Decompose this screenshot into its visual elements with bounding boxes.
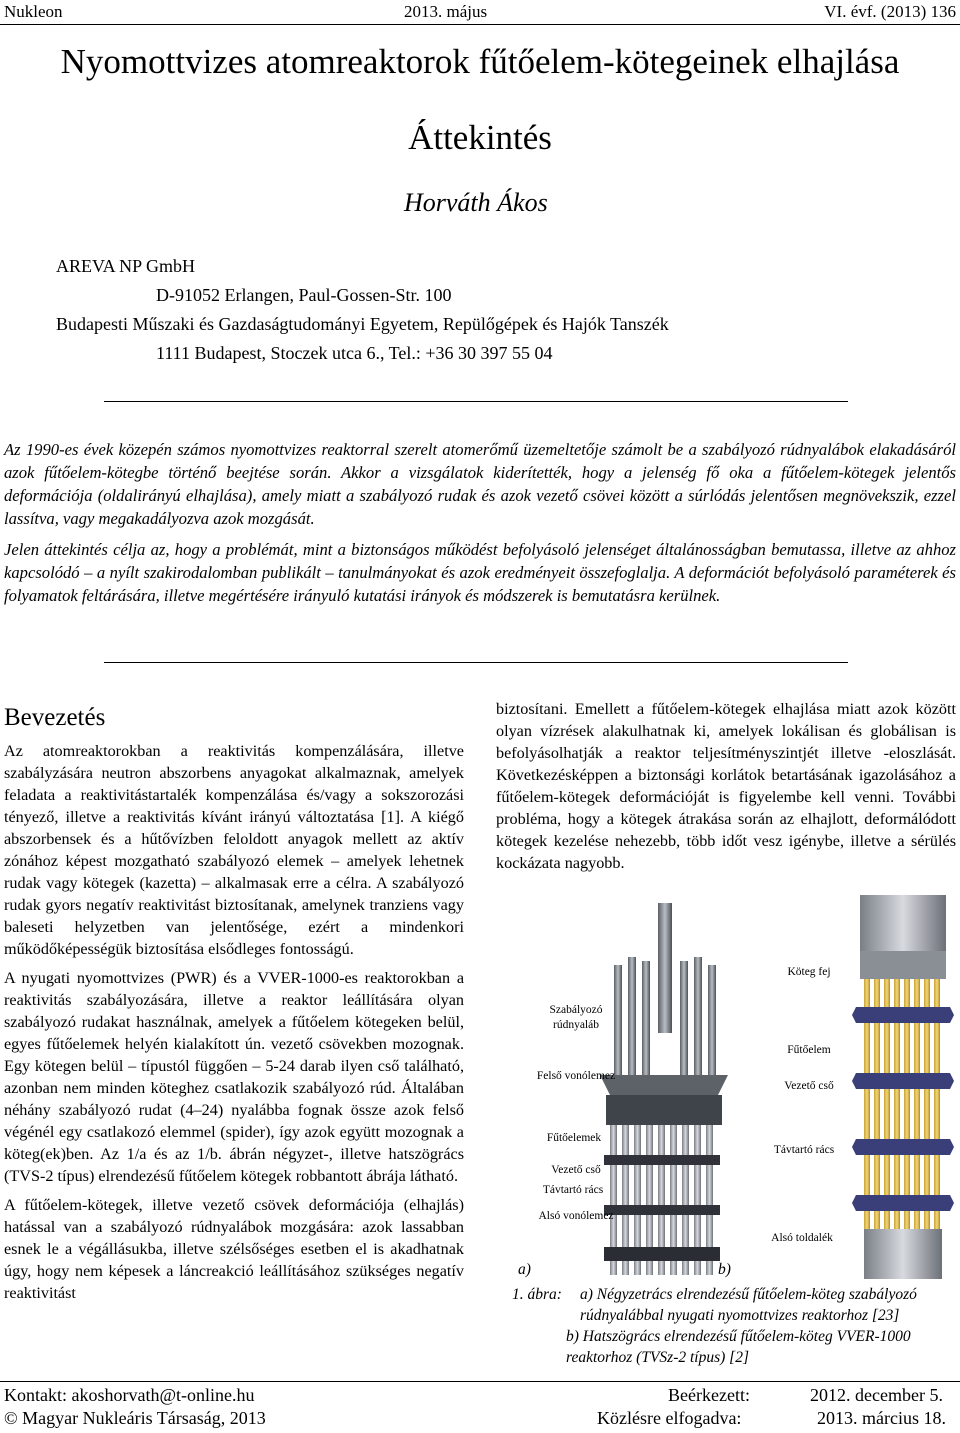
figure-caption-a: a) Négyzetrács elrendezésű fűtőelem-köteg szabályozó rúdnyalábbal nyugati nyomottvizes reaktorhoz [23] xyxy=(580,1286,917,1324)
square-assembly-drawing xyxy=(600,903,728,1275)
journal-name: Nukleon xyxy=(4,2,63,21)
figure-label: Köteg fej xyxy=(787,966,831,978)
accepted-label: Közlésre elfogadva: xyxy=(597,1408,742,1428)
copyright-notice: © Magyar Nukleáris Társaság, 2013 xyxy=(4,1408,266,1428)
right-column xyxy=(496,698,956,881)
affiliation-line: 1111 Budapest, Stoczek utca 6., Tel.: +36 30 397 55 04 xyxy=(156,343,553,363)
paper-subtitle: Áttekintés xyxy=(408,118,552,157)
fuel-assembly-illustration xyxy=(496,895,960,1285)
body-paragraph: Az atomreaktorokban a reaktivitás kompenzálására, illetve szabályzására neutron abszorbens anyagokat alkalmaznak, amelyek feladata a reaktivitástartalék kompenzálása és/vagy a sokszorozási tényező, illetve a reaktivitás kívánt irányú változtatása [1]. A kiégő abszorbensek és a hűtővízben feloldott anyagok mellett az aktív zónához képest mozgatható szabályozó elemek – amelyek lehetnek rudak vagy kötegek (kazetta) – alkalmasak erre a célra. A szabályozó rudak gyors negatív reaktivitást biztosítanak, amelynek tranziens vagy baleseti helyzetben van jelentősége, ezért a mindenkori működőképességük biztosítása elsődleges fontosságú. xyxy=(4,742,464,958)
hexagonal-assembly-drawing xyxy=(852,895,954,1279)
footer-divider xyxy=(0,1381,960,1382)
body-paragraph: A nyugati nyomottvizes (PWR) és a VVER-1000-es reaktorokban a reaktivitás szabályozására, illetve a reaktor leállítására olyan szabályozó rudakat használnak, amelyek a fűtőelem kötegeken belül, egyes fűtőelemek helyén kialakított ún. vezető csövekben mozognak. Egy kötegen belül – típustól függően – 5-24 darab ilyen cső található, azonban nem minden köteghez csatlakozik szabályozó rúd. Általában néhány szabályozó rudat (4–24) nyalábba fognak össze azok felső végénél egy csatlakozó elemmel (spider), így azok együtt mozognak a köteg(ek)ben. Az 1/a és az 1/b. ábrán négyzet-, illetve hatszögrács (TVS-2 típus) elrendezésű fűtőelem kötegek robbantott ábrája látható. xyxy=(4,969,464,1185)
panel-label-a: a) xyxy=(518,1261,531,1278)
section-heading: Bevezetés xyxy=(4,704,106,731)
figure-label: Felső vonólemez xyxy=(536,1070,616,1082)
body-paragraph: A fűtőelem-kötegek, illetve vezető csövek deformációja (elhajlás) hatással van a szabályozó rúdnyalábok mozgására: azok lassabban esnek le a végállásukba, illetve szélsőséges esetben el is akadhatnak úgy, hogy nem képesek a láncreakció leállításához szükséges negatív reaktivitást xyxy=(4,1196,464,1302)
figure-label: Alsó vonólemez xyxy=(538,1210,614,1222)
affiliation-line: Budapesti Műszaki és Gazdaságtudományi Egyetem, Repülőgépek és Hajók Tanszék xyxy=(56,314,669,334)
volume-page: VI. évf. (2013) 136 xyxy=(824,2,956,21)
abstract-top-divider xyxy=(104,401,848,402)
accepted-date: 2013. március 18. xyxy=(817,1408,946,1428)
author-name: Horváth Ákos xyxy=(404,188,548,217)
abstract-paragraph: Az 1990-es évek közepén számos nyomottvizes reaktorral szerelt atomerőmű üzemeltetője számolt be a szabályozó rúdnyalábok elakadásáról azok fűtőelem-kötegbe történő beejtése során. Akkor a vizsgálatok kiderítették, hogy a jelenség fő oka a fűtőelem-kötegek jelentős deformációja (oldalirányú elhajlása), amely miatt a szabályozó rudak és azok vezető csövei között a súrlódás jelentősen megnövekszik, ezzel lassítva, vagy megakadályozva azok mozgását. xyxy=(4,440,956,528)
affiliation-line: D-91052 Erlangen, Paul-Gossen-Str. 100 xyxy=(156,285,452,305)
figure-label: Távtartó rács xyxy=(542,1184,604,1196)
figure-label: Fűtőelemek xyxy=(546,1132,602,1144)
received-date: 2012. december 5. xyxy=(810,1385,943,1405)
received-label: Beérkezett: xyxy=(668,1385,750,1405)
journal-header xyxy=(4,2,956,24)
figure-label: Fűtőelem xyxy=(787,1044,831,1056)
abstract-paragraph: Jelen áttekintés célja az, hogy a problémát, mint a biztonságos működést befolyásoló jelenséget általánosságban bemutassa, illetve az ahhoz kapcsolódó – a nyílt szakirodalomban publikált – tanulmányokat és azok eredményeit összefoglalja. A deformációt befolyásoló paraméterek és folyamatok feltárására, illetve megértésére irányuló kutatási irányok és módszerek is bemutatásra kerülnek. xyxy=(4,540,956,605)
paper-title: Nyomottvizes atomreaktorok fűtőelem-kötegeinek elhajlása xyxy=(60,42,900,81)
header-divider xyxy=(0,24,960,25)
body-paragraph: biztosítani. Emellett a fűtőelem-kötegek elhajlása miatt azok között olyan vízrések alakulhatnak ki, amelyek lokálisan és globálisan is befolyásolhatják a reaktor teljesítményszintjét illetve -eloszlását. Következésképpen a biztonsági korlátok betartásának igazolásához a fűtőelem-kötegek deformációját is figyelembe kell venni. További probléma, hogy a kötegek átrakása során az elhajlott, deformálódott kötegek kezelése nehezebb, több időt vesz igénybe, illetve a sérülés kockázata nagyobb. xyxy=(496,700,956,872)
abstract-bottom-divider xyxy=(104,662,848,663)
figure-caption-b: b) Hatszögrács elrendezésű fűtőelem-köteg VVER-1000 reaktorhoz (TVSz-2 típus) [2] xyxy=(566,1328,911,1366)
figure-label: Szabályozó rúdnyaláb xyxy=(549,1004,603,1031)
figure-label: Vezető cső xyxy=(784,1080,834,1092)
figure-caption-number: 1. ábra: xyxy=(512,1286,562,1303)
figure-label: Vezető cső xyxy=(551,1164,601,1176)
fuel-assembly-figure xyxy=(496,895,960,1285)
affiliation-line: AREVA NP GmbH xyxy=(56,256,196,276)
figure-label: Alsó toldalék xyxy=(771,1232,833,1244)
figure-label: Távtartó rács xyxy=(773,1144,835,1156)
left-column xyxy=(4,740,464,1311)
issue-date: 2013. május xyxy=(404,2,488,21)
panel-label-b: b) xyxy=(718,1261,731,1278)
contact-email: Kontakt: akoshorvath@t-online.hu xyxy=(4,1385,255,1405)
